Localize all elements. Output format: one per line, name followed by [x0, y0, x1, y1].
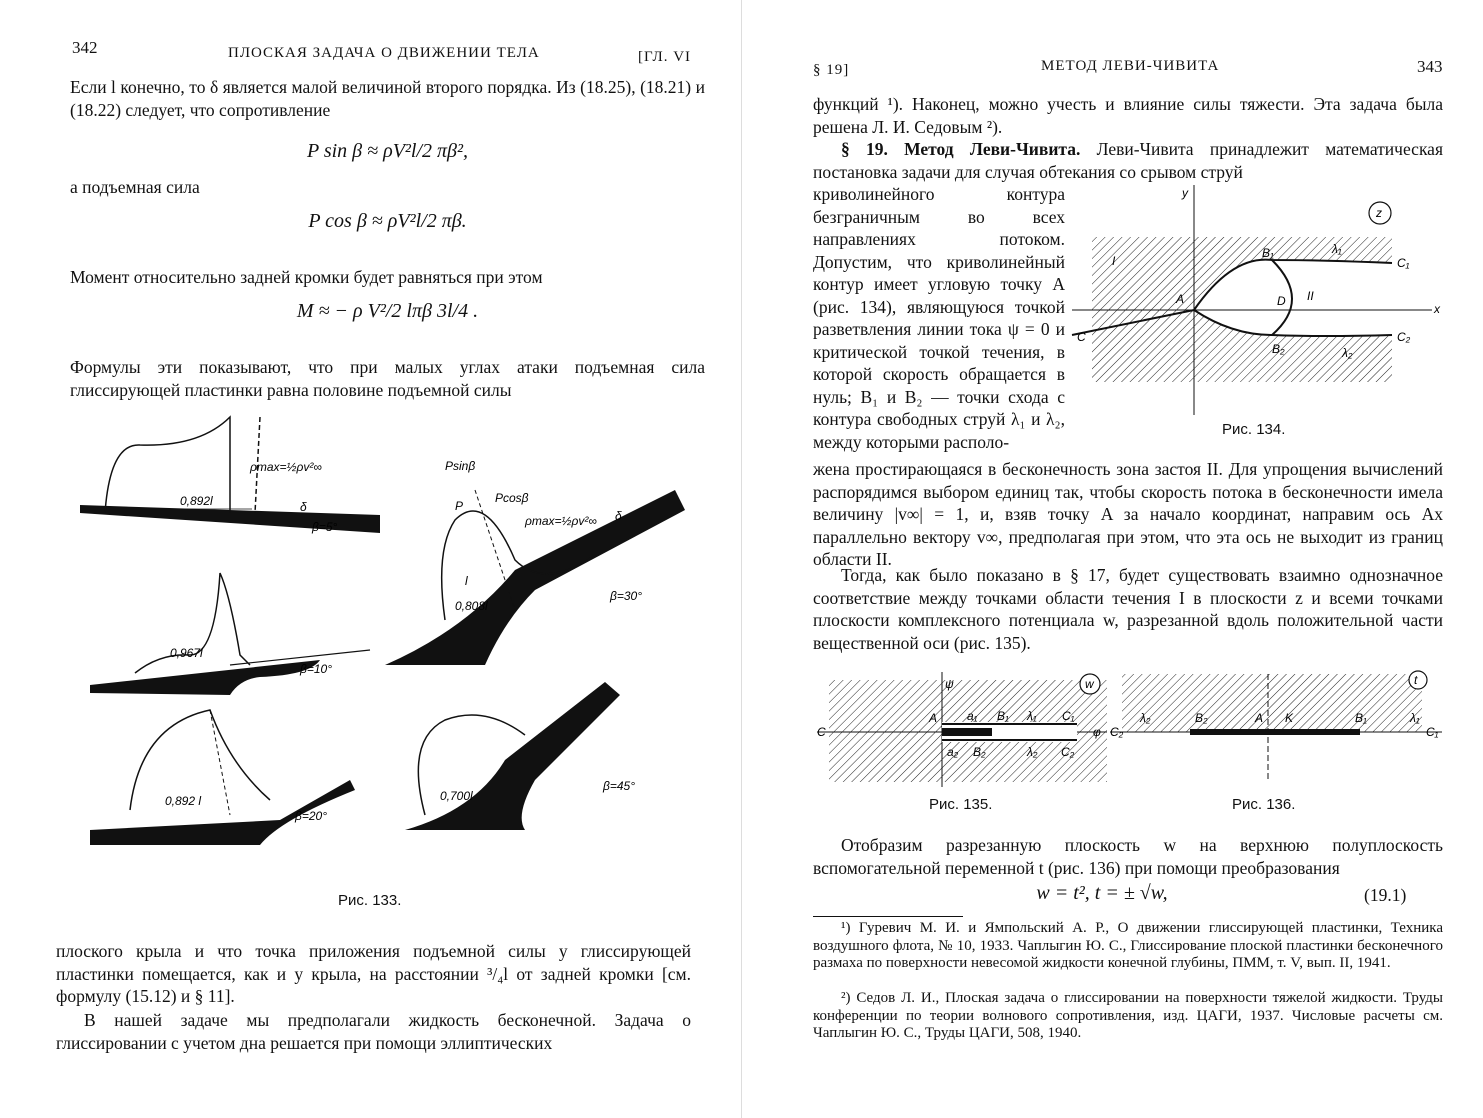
chord-label: 0,892l [180, 494, 213, 508]
point-label: B₂ [1195, 711, 1208, 725]
footnote-divider [813, 916, 963, 917]
figure-caption: Рис. 134. [1222, 421, 1286, 438]
psin-label: Psinβ [445, 459, 476, 473]
region-label: II [1307, 289, 1314, 303]
curve-label: λ₂ [1342, 346, 1353, 360]
point-label: C₂ [1110, 725, 1124, 739]
delta-label: δ [300, 500, 307, 514]
curve-label: λ₂ [1027, 745, 1038, 759]
figure-133-panel [80, 705, 380, 845]
point-label: B₁ [1262, 246, 1274, 260]
figure-135-diagram [817, 672, 1117, 787]
figure-133-panel [80, 413, 380, 553]
paragraph: Если l конечно, то δ является малой величиной второго порядка. Из (18.25), (18.21) и (18.22) следует, что сопротивление [70, 77, 705, 120]
figure-caption: Рис. 136. [1232, 796, 1296, 813]
paragraph: В нашей задаче мы предполагали жидкость бесконечной. Задача о глиссировании с учетом дна решается при помощи эллиптических [56, 1010, 691, 1053]
point-label: C₁ [1426, 725, 1439, 739]
point-label: a₁ [967, 709, 978, 723]
point-label: A [1255, 711, 1264, 725]
paragraph-text: Леви-Чивита принадлежит математическая постановка задачи для случая обтекания со срывом струй [813, 139, 1443, 182]
paragraph: жена простирающаяся в бесконечность зона застоя II. Для упрощения вычислений распорядимся выбором единиц так, чтобы скорость потока в бесконечности имела величину |v∞| = 1, и, взяв точку A за начало координат, направим ось Ax параллельно вектору v∞, предполагая при этом, что эта ось не выходит из границ области II. [813, 459, 1443, 569]
chord-label: 0,700l [440, 789, 473, 803]
figure-134 [1072, 185, 1452, 440]
figure-caption: Рис. 133. [338, 892, 402, 909]
point-label: C₁ [1062, 709, 1075, 723]
equation-number: (19.1) [1364, 885, 1407, 905]
paragraph: функций ¹). Наконец, можно учесть и влияние силы тяжести. Эта задача была решена Л. И. Седовым ²). [813, 94, 1443, 137]
chapter-marker: [ГЛ. VI [638, 49, 692, 65]
point-label: D [1277, 294, 1286, 308]
equation: w = t², t = ± √w, [1036, 882, 1168, 904]
point-label: K [1285, 711, 1294, 725]
figure-133-panel [80, 565, 380, 695]
delta-label: δ [615, 509, 622, 523]
paragraph: а подъемная сила [70, 177, 200, 197]
paragraph: Отобразим разрезанную плоскость w на верхнюю полуплоскость вспомогательной переменной t (рис. 136) при помощи преобразования [813, 835, 1443, 878]
chord-label: 0,967l [170, 646, 203, 660]
l-label: l [465, 574, 468, 588]
point-label: A [1176, 292, 1185, 306]
axis-label: y [1182, 186, 1188, 200]
paragraph: плоского крыла и что точка приложения подъемной силы у глиссирующей пластинки помещается, как и у крыла, на расстоянии ³/₄l от задней кромки [см. формулу (15.12) и § 11]. [56, 941, 691, 1006]
formula: P sin β ≈ ρV²l/2 πβ², [306, 140, 469, 162]
paragraph: Формулы эти показывают, что при малых углах атаки подъемная сила глиссирующей пластинки равна половине подъемной силы [70, 357, 705, 400]
curve-label: λ₁ [1332, 242, 1342, 256]
point-label: C₁ [1397, 256, 1410, 270]
figure-caption: Рис. 135. [929, 796, 993, 813]
figure-133 [70, 405, 710, 909]
point-label: a₂ [947, 745, 959, 759]
point-label: B₁ [997, 709, 1009, 723]
point-label: B₂ [973, 745, 986, 759]
running-title: МЕТОД ЛЕВИ-ЧИВИТА [1041, 58, 1220, 74]
curve-label: λ₁ [1027, 709, 1037, 723]
pmax-label: ρmax=½ρv²∞ [250, 460, 322, 474]
beta-label: β=45° [603, 779, 636, 793]
beta-label: β=30° [610, 589, 643, 603]
point-label: C₂ [1061, 745, 1075, 759]
paragraph: Момент относительно задней кромки будет равняться при этом [70, 267, 543, 287]
beta-label: β=5° [312, 520, 338, 534]
beta-label: β=20° [295, 809, 328, 823]
page-number: 343 [1417, 57, 1443, 76]
curve-label: λ₁ [1410, 711, 1420, 725]
plane-label: w [1085, 677, 1094, 691]
axis-label: x [1434, 302, 1440, 316]
figure-134-diagram [1072, 185, 1452, 415]
paragraph-wrap: криволинейного контура безграничным во всех направлениях потоком. Допустим, что криволинейный контур имеет угловую точку A (рис. 134), являющуюся точкой разветвления линии тока ψ = 0 и критической точкой течения, в которой скорость обращается в нуль; B₁ и B₂ — точки схода с контура свободных струй λ₁ и λ₂, между которыми располо- [813, 184, 1065, 452]
figure-135 [817, 672, 1117, 822]
running-title: ПЛОСКАЯ ЗАДАЧА О ДВИЖЕНИИ ТЕЛА [228, 45, 540, 61]
paragraph-lead [813, 138, 1443, 183]
section-heading: § 19. Метод Леви-Чивита. [841, 139, 1081, 159]
formula: M ≈ − ρ V²/2 lπβ 3l/4 . [296, 300, 479, 322]
chord-label: 0,808l [455, 599, 488, 613]
beta-label: β=10° [300, 662, 333, 676]
left-page [0, 0, 741, 1118]
axis-label: ψ [945, 677, 954, 691]
footnote: ¹) Гуревич М. И. и Ямпольский А. Р., О движении глиссирующей пластинки, Техника воздушного флота, № 10, 1933. Чаплыгин Ю. С., Глиссирование плоской пластинки бесконечного размаха по поверхности невесомой жидкости конечной глубины, ПММ, т. V, вып. II, 1941. [813, 920, 1443, 971]
point-label: B₁ [1355, 711, 1367, 725]
page-number: 342 [72, 38, 98, 57]
point-label: A [929, 711, 938, 725]
right-page [741, 0, 1483, 1118]
figure-133-panel [385, 450, 685, 680]
formula: P cos β ≈ ρV²l/2 πβ. [308, 210, 467, 232]
plane-label: z [1376, 206, 1382, 220]
pcos-label: Pcosβ [495, 491, 529, 505]
chord-label: 0,892 l [165, 794, 202, 808]
point-label: B₂ [1272, 342, 1285, 356]
pmax-label: ρmax=½ρv²∞ [525, 514, 597, 528]
axis-label: φ [1093, 725, 1101, 739]
plane-label: t [1414, 673, 1418, 687]
section-marker: § 19] [813, 62, 850, 78]
region-label: I [1112, 254, 1116, 268]
p-label: P [455, 499, 464, 513]
point-label: C [817, 725, 826, 739]
curve-label: λ₂ [1140, 711, 1151, 725]
figure-136 [1110, 672, 1442, 822]
figure-133-panel [385, 680, 685, 840]
figure-136-diagram [1110, 672, 1442, 787]
footnote: ²) Седов Л. И., Плоская задача о глиссировании на поверхности тяжелой жидкости. Труды конференции по теории волнового сопротивления, изд. ЦАГИ, 1937. Числовые расчеты см. Чаплыгин Ю. С., Труды ЦАГИ, 508, 1940. [813, 990, 1443, 1041]
point-label: C [1077, 330, 1086, 344]
point-label: C₂ [1397, 330, 1411, 344]
paragraph: Тогда, как было показано в § 17, будет существовать взаимно однозначное соответствие между точками области течения I в плоскости z и всеми точками плоскости комплексного потенциала w, разрезанной вдоль положительной части вещественной оси (рис. 135). [813, 565, 1443, 653]
